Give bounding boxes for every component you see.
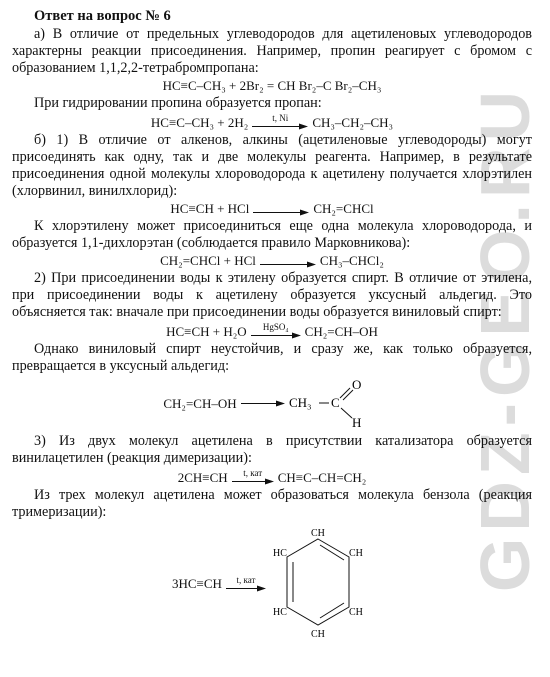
watermark-text: GDZ-GEO.RU [466,84,545,592]
reactants: HC≡CH + H₂O [166,324,247,339]
reaction-condition: t, кат [243,468,263,478]
ch-lower-right: CH [348,607,363,618]
paragraph-hydrogenation: При гидрировании пропина образуется пропан: [34,95,322,111]
products: CH₂=CH–OH [304,324,378,339]
reactants: 3HC≡CH [172,575,222,591]
reaction-arrow [251,322,301,339]
paragraph-b3: 3) Из двух молекул ацетилена в присутствии катализатора образуется винилацетилен (реакция димеризации): [12,433,532,466]
ch-bottom: CH [310,629,325,640]
carbon-atom: C [330,395,340,410]
reactants: 2CH≡CH [177,470,228,485]
products: CH₃–CH₂–CH₃ [312,115,394,130]
reaction-arrow [241,400,285,407]
hydrogen-atom: H [351,415,362,429]
equation-hcl-addition [12,201,532,216]
hc-upper-left: HC [272,548,287,559]
equation-dimerization [12,468,532,485]
reaction-condition: HgSO₄ [262,322,289,332]
arrow-right-icon [251,332,301,339]
acetaldehyde-structure [289,377,381,429]
arrow-right-icon [232,478,274,485]
products: CH₂=CHCl [313,201,374,216]
equation-kucherov [12,322,532,339]
arrow-right-icon [241,400,285,407]
reaction-arrow [253,209,309,216]
paragraph-b2: 2) При присоединении воды к этилену образуется спирт. В отличие от этилена, при присоединении воды к ацетилену образуется уксусный альдегид. Это объясняется так: вначале при присоединении воды образуется виниловый спирт: [12,270,532,320]
equation-trimerization [12,525,532,641]
equation-text: HC≡C–CH₃ + 2Br₂ = CH Br₂–C Br₂–CH₃ [162,78,382,93]
arrow-right-icon [226,585,266,592]
ch-upper-right: CH [348,548,363,559]
reactants: HC≡C–CH₃ + 2H₂ [150,115,249,130]
arrow-right-icon [253,209,309,216]
arrow-right-icon [252,123,308,130]
reactants: CH₂=CHCl + HCl [160,253,256,268]
equation-bromination [12,78,532,93]
paragraph-vinyl-alcohol: Однако виниловый спирт неустойчив, и сразу же, как только образуется, превращается в уксусный альдегид: [12,341,532,374]
reaction-condition: t, кат [236,574,256,585]
hc-lower-left: HC [272,607,287,618]
reactants: HC≡CH + HCl [170,201,250,216]
equation-tautomerization [12,377,532,429]
benzene-structure [270,525,366,641]
products: CH₃–CHCl₂ [319,253,384,268]
equation-markovnikov [12,253,532,268]
answer-title: Ответ на вопрос № 6 [34,8,171,24]
paragraph-a: а) В отличие от предельных углеводородов для ацетиленовых углеводородов характерны реакции присоединения. Например, пропин реагирует с бромом с образованием 1,1,2,2-тетрабромпропана: [12,26,532,76]
arrow-right-icon [260,261,316,268]
reactants: CH₂=CH–OH [163,395,237,411]
oxygen-atom: O [351,377,362,392]
reaction-arrow [232,468,274,485]
reaction-arrow [260,261,316,268]
paragraph-b1: б) 1) В отличие от алкенов, алкины (ацетиленовые углеводороды) могут присоединять как одну, так и две молекулы реагента. Например, в результате присоединения одной молекулы хлороводорода к ацетилену получается хлорэтилен (хлорвинил, винилхлорид): [12,132,532,199]
reaction-arrow [226,575,266,592]
products: CH≡C–CH=CH₂ [277,470,367,485]
reaction-arrow [252,113,308,130]
answer-content [12,8,545,643]
reaction-condition: t, Ni [272,113,289,123]
ch-top: CH [310,528,325,539]
paragraph-trimerization: Из трех молекул ацетилена может образоваться молекула бензола (реакция тримеризации): [12,487,532,520]
ch3-group: CH₃ [288,395,312,410]
paragraph-dichloroethane: К хлорэтилену может присоединиться еще одна молекула хлороводорода, и образуется 1,1-дихлорэтан (соблюдается правило Марковникова): [12,218,532,251]
equation-hydrogenation [12,113,532,130]
